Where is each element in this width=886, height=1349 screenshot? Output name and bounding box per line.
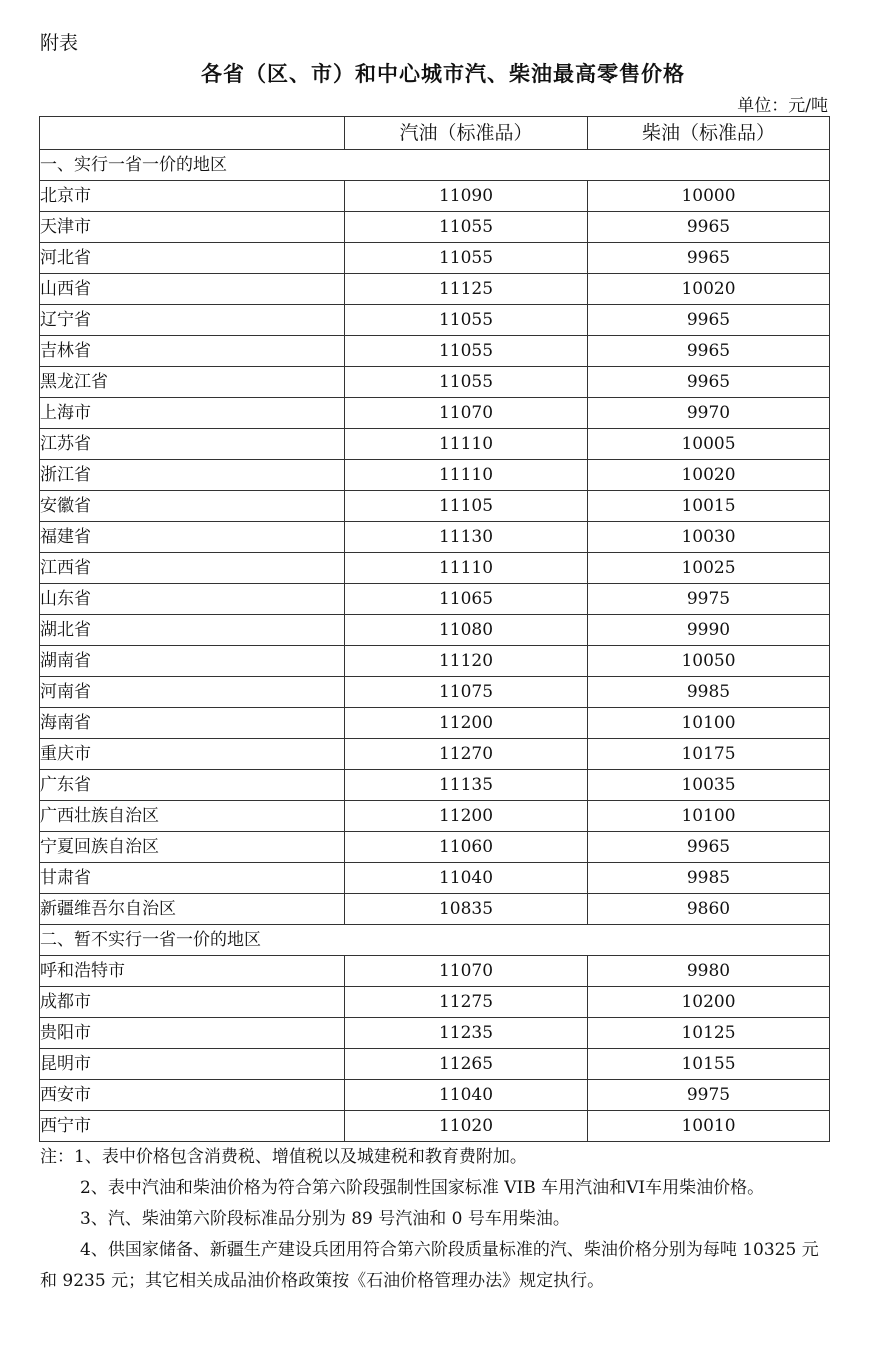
attachment-label: 附表 (40, 32, 79, 54)
gasoline-price: 11040 (345, 863, 588, 894)
diesel-price: 10155 (588, 1049, 830, 1080)
table-row (40, 1018, 830, 1049)
region-name: 贵阳市 (40, 1018, 345, 1049)
diesel-price: 10020 (588, 274, 830, 305)
region-name: 西安市 (40, 1080, 345, 1111)
diesel-price: 9985 (588, 677, 830, 708)
region-name: 湖南省 (40, 646, 345, 677)
region-name: 安徽省 (40, 491, 345, 522)
unit-label: 单位：元/吨 (737, 96, 828, 116)
region-name: 河南省 (40, 677, 345, 708)
diesel-price: 10200 (588, 987, 830, 1018)
gasoline-price: 11275 (345, 987, 588, 1018)
diesel-price: 9965 (588, 832, 830, 863)
gasoline-price: 11060 (345, 832, 588, 863)
diesel-price: 9975 (588, 1080, 830, 1111)
table-row (40, 863, 830, 894)
table-row (40, 677, 830, 708)
notes (40, 1142, 830, 1297)
region-name: 成都市 (40, 987, 345, 1018)
gasoline-price: 11040 (345, 1080, 588, 1111)
table-row (40, 274, 830, 305)
region-name: 海南省 (40, 708, 345, 739)
gasoline-price: 11110 (345, 460, 588, 491)
diesel-price: 9965 (588, 305, 830, 336)
diesel-price: 10125 (588, 1018, 830, 1049)
section-row (40, 925, 830, 956)
diesel-price: 10050 (588, 646, 830, 677)
diesel-price: 9965 (588, 336, 830, 367)
gasoline-price: 11110 (345, 429, 588, 460)
gasoline-price: 11070 (345, 956, 588, 987)
table-row (40, 491, 830, 522)
gasoline-price: 11270 (345, 739, 588, 770)
region-name: 重庆市 (40, 739, 345, 770)
gasoline-price: 11130 (345, 522, 588, 553)
gasoline-price: 11235 (345, 1018, 588, 1049)
table-row (40, 646, 830, 677)
table-row (40, 584, 830, 615)
region-name: 新疆维吾尔自治区 (40, 894, 345, 925)
gasoline-price: 11105 (345, 491, 588, 522)
note-3: 3、汽、柴油第六阶段标准品分别为 89 号汽油和 0 号车用柴油。 (80, 1209, 570, 1229)
region-name: 福建省 (40, 522, 345, 553)
gasoline-price: 11200 (345, 801, 588, 832)
diesel-price: 10175 (588, 739, 830, 770)
table-row (40, 708, 830, 739)
region-name: 吉林省 (40, 336, 345, 367)
region-name: 呼和浩特市 (40, 956, 345, 987)
header-region (40, 117, 345, 150)
diesel-price: 10005 (588, 429, 830, 460)
table-row (40, 243, 830, 274)
diesel-price: 9985 (588, 863, 830, 894)
diesel-price: 9990 (588, 615, 830, 646)
diesel-price: 9970 (588, 398, 830, 429)
diesel-price: 10025 (588, 553, 830, 584)
table-row (40, 429, 830, 460)
region-name: 江苏省 (40, 429, 345, 460)
diesel-price: 10000 (588, 181, 830, 212)
table-row (40, 336, 830, 367)
gasoline-price: 11055 (345, 243, 588, 274)
region-name: 上海市 (40, 398, 345, 429)
region-name: 江西省 (40, 553, 345, 584)
region-name: 广东省 (40, 770, 345, 801)
table-row (40, 801, 830, 832)
diesel-price: 10035 (588, 770, 830, 801)
table-row (40, 894, 830, 925)
table-row (40, 770, 830, 801)
note-1: 注：1、表中价格包含消费税、增值税以及城建税和教育费附加。 (40, 1147, 527, 1167)
table-row (40, 1049, 830, 1080)
region-name: 天津市 (40, 212, 345, 243)
diesel-price: 10030 (588, 522, 830, 553)
section-title: 二、暂不实行一省一价的地区 (40, 925, 830, 956)
section-title: 一、实行一省一价的地区 (40, 150, 830, 181)
diesel-price: 9965 (588, 212, 830, 243)
gasoline-price: 11055 (345, 367, 588, 398)
diesel-price: 10100 (588, 801, 830, 832)
table-row (40, 367, 830, 398)
gasoline-price: 11120 (345, 646, 588, 677)
table-body (40, 150, 830, 1142)
region-name: 浙江省 (40, 460, 345, 491)
table-row (40, 460, 830, 491)
table-row (40, 305, 830, 336)
table-row (40, 398, 830, 429)
gasoline-price: 11125 (345, 274, 588, 305)
gasoline-price: 11090 (345, 181, 588, 212)
diesel-price: 10010 (588, 1111, 830, 1142)
page-title: 各省（区、市）和中心城市汽、柴油最高零售价格 (201, 62, 685, 86)
region-name: 山东省 (40, 584, 345, 615)
table-header-row (40, 117, 830, 150)
table-row (40, 956, 830, 987)
gasoline-price: 11075 (345, 677, 588, 708)
table-row (40, 832, 830, 863)
diesel-price: 9980 (588, 956, 830, 987)
table-row (40, 739, 830, 770)
gasoline-price: 11135 (345, 770, 588, 801)
note-2: 2、表中汽油和柴油价格为符合第六阶段强制性国家标准 VIB 车用汽油和VI车用柴油价格。 (80, 1178, 765, 1198)
diesel-price: 9965 (588, 367, 830, 398)
diesel-price: 10020 (588, 460, 830, 491)
diesel-price: 9975 (588, 584, 830, 615)
header-gasoline: 汽油（标准品） (345, 117, 588, 150)
table-row (40, 553, 830, 584)
gasoline-price: 11070 (345, 398, 588, 429)
region-name: 黑龙江省 (40, 367, 345, 398)
table-row (40, 615, 830, 646)
diesel-price: 9860 (588, 894, 830, 925)
region-name: 河北省 (40, 243, 345, 274)
table-row (40, 522, 830, 553)
table-row (40, 1080, 830, 1111)
gasoline-price: 10835 (345, 894, 588, 925)
region-name: 辽宁省 (40, 305, 345, 336)
section-row (40, 150, 830, 181)
gasoline-price: 11110 (345, 553, 588, 584)
region-name: 西宁市 (40, 1111, 345, 1142)
table-row (40, 212, 830, 243)
gasoline-price: 11080 (345, 615, 588, 646)
table-row (40, 987, 830, 1018)
gasoline-price: 11055 (345, 212, 588, 243)
region-name: 北京市 (40, 181, 345, 212)
region-name: 昆明市 (40, 1049, 345, 1080)
gasoline-price: 11055 (345, 336, 588, 367)
region-name: 广西壮族自治区 (40, 801, 345, 832)
price-table (39, 116, 830, 1142)
diesel-price: 10015 (588, 491, 830, 522)
note-4: 4、供国家储备、新疆生产建设兵团用符合第六阶段质量标准的汽、柴油价格分别为每吨 10325 元和 9235 元；其它相关成品油价格政策按《石油价格管理办法》规定执行。 (40, 1240, 819, 1291)
region-name: 山西省 (40, 274, 345, 305)
gasoline-price: 11200 (345, 708, 588, 739)
diesel-price: 9965 (588, 243, 830, 274)
gasoline-price: 11020 (345, 1111, 588, 1142)
header-diesel: 柴油（标准品） (588, 117, 830, 150)
gasoline-price: 11265 (345, 1049, 588, 1080)
table-row (40, 181, 830, 212)
region-name: 甘肃省 (40, 863, 345, 894)
table-row (40, 1111, 830, 1142)
region-name: 宁夏回族自治区 (40, 832, 345, 863)
gasoline-price: 11055 (345, 305, 588, 336)
diesel-price: 10100 (588, 708, 830, 739)
gasoline-price: 11065 (345, 584, 588, 615)
region-name: 湖北省 (40, 615, 345, 646)
